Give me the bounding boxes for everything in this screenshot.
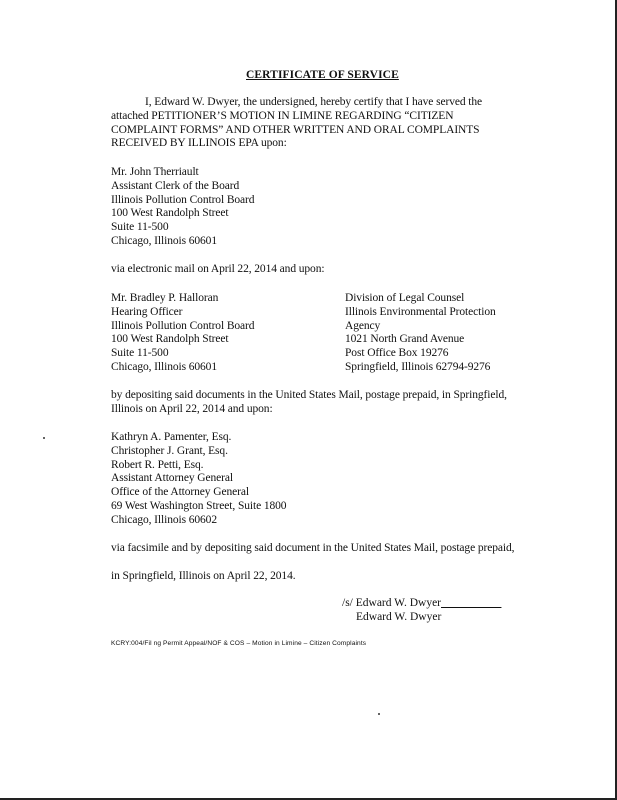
- address-line: Assistant Clerk of the Board: [111, 179, 240, 192]
- intro-line: attached PETITIONER’S MOTION IN LIMINE REGARDING “CITIZEN: [111, 109, 454, 122]
- signature-text: /s/ Edward W. Dwyer: [342, 597, 442, 609]
- text-line: Illinois on April 22, 2014 and upon:: [111, 402, 273, 415]
- recipient-attorney-general-address: [111, 431, 286, 528]
- service-method-mail: [111, 389, 507, 417]
- intro-paragraph: [111, 96, 482, 151]
- address-line: Division of Legal Counsel: [345, 292, 465, 304]
- address-line: Agency: [345, 319, 381, 332]
- signature-rule: _ _ _ _ _ _ _: [441, 597, 502, 609]
- address-line: Suite 11-500: [111, 221, 169, 234]
- address-line: 69 West Washington Street, Suite 1800: [111, 499, 287, 512]
- address-line: Hearing Officer: [111, 305, 183, 318]
- recipient-iepa-address: [345, 292, 496, 375]
- address-line: Robert R. Petti, Esq.: [111, 458, 204, 471]
- address-line: Springfield, Illinois 62794-9276: [345, 360, 491, 373]
- service-method-fax: via facsimile and by depositing said document in the United States Mail, postage prepaid,: [111, 542, 515, 554]
- intro-line: COMPLAINT FORMS” AND OTHER WRITTEN AND ORAL COMPLAINTS: [111, 123, 480, 136]
- address-line: Mr. John Therriault: [111, 166, 199, 178]
- address-line: Mr. Bradley P. Halloran: [111, 292, 219, 304]
- intro-line: I, Edward W. Dwyer, the undersigned, hereby certify that I have served the: [145, 96, 483, 108]
- signer-name: Edward W. Dwyer: [356, 611, 442, 623]
- address-line: Post Office Box 19276: [345, 347, 449, 360]
- scan-speck: [43, 437, 45, 439]
- address-line: Suite 11-500: [111, 347, 169, 360]
- address-line: 100 West Randolph Street: [111, 333, 229, 346]
- signature-line: [342, 597, 501, 609]
- address-line: Chicago, Illinois 60601: [111, 234, 217, 247]
- document-title: CERTIFICATE OF SERVICE: [246, 69, 399, 81]
- service-method-email: via electronic mail on April 22, 2014 and upon:: [111, 263, 325, 275]
- address-line: Chicago, Illinois 60602: [111, 513, 217, 526]
- address-line: Illinois Pollution Control Board: [111, 319, 255, 332]
- address-line: Chicago, Illinois 60601: [111, 360, 217, 373]
- address-line: 100 West Randolph Street: [111, 207, 229, 220]
- service-date-line: in Springfield, Illinois on April 22, 2014.: [111, 570, 296, 582]
- recipient-hearing-officer-address: [111, 292, 254, 375]
- scan-speck: [378, 713, 380, 715]
- recipient-clerk-address: [111, 166, 254, 249]
- address-line: Illinois Environmental Protection: [345, 305, 496, 318]
- document-footer-reference: KCRY:004/Fil ng Permit Appeal/NOF & COS – Motion in Limine – Citizen Complaints: [111, 640, 367, 647]
- address-line: Illinois Pollution Control Board: [111, 193, 255, 206]
- address-line: Kathryn A. Pamenter, Esq.: [111, 431, 232, 443]
- address-line: Office of the Attorney General: [111, 486, 249, 499]
- address-line: 1021 North Grand Avenue: [345, 333, 465, 346]
- address-line: Assistant Attorney General: [111, 472, 233, 485]
- address-line: Christopher J. Grant, Esq.: [111, 444, 228, 457]
- intro-line: RECEIVED BY ILLINOIS EPA upon:: [111, 137, 287, 150]
- text-line: by depositing said documents in the United States Mail, postage prepaid, in Springfield,: [111, 389, 507, 401]
